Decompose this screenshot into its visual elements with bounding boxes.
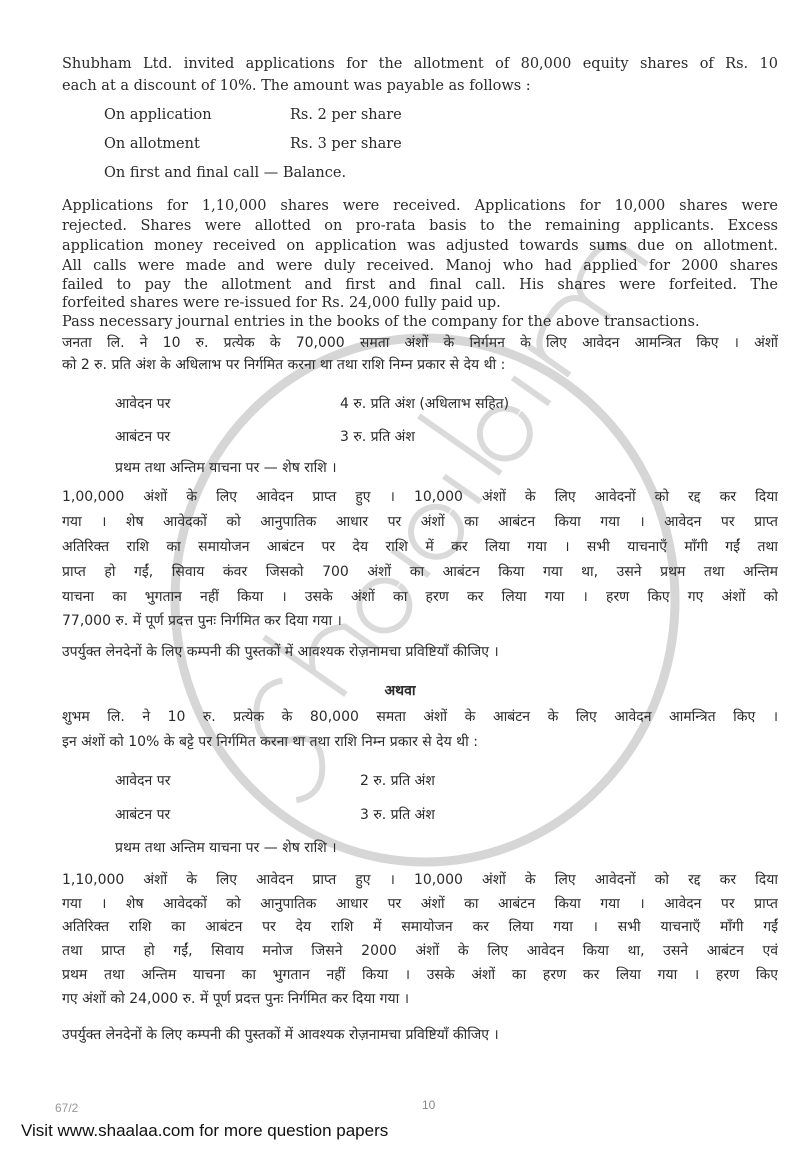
schedule-label: On allotment bbox=[104, 136, 200, 152]
footer-link-text[interactable]: Visit www.shaalaa.com for more question papers bbox=[21, 1121, 389, 1140]
page-number: 10 bbox=[422, 1098, 436, 1112]
body-line: तथा प्राप्त हो गईं, सिवाय मनोज जिसने 2000 अंशों के लिए आवेदन किया था, उसने आबंटन एवं bbox=[62, 943, 778, 959]
schedule-label: आबंटन पर bbox=[115, 807, 171, 823]
intro-line: को 2 रु. प्रति अंश के अधिलाभ पर निर्गमित करना था तथा राशि निम्न प्रकार से देय थी : bbox=[62, 357, 506, 373]
body-line: rejected. Shares were allotted on pro-rata basis to the remaining applicants. Excess bbox=[62, 218, 778, 234]
body-line: याचना का भुगतान नहीं किया । उसके अंशों का हरण कर लिया गया । हरण किए गए अंशों को bbox=[62, 589, 778, 605]
body-line: अतिरिक्त राशि का आबंटन पर देय राशि में समायोजन कर लिया गया । सभी याचनाएँ माँगी गईं bbox=[62, 919, 778, 935]
schedule-label: आवेदन पर bbox=[115, 773, 171, 789]
body-line: गया । शेष आवेदकों को आनुपातिक आधार पर अंशों का आबंटन किया गया । आवेदन पर प्राप्त bbox=[62, 896, 778, 912]
schedule-label: आवेदन पर bbox=[115, 396, 171, 412]
schedule-value: Rs. 3 per share bbox=[290, 136, 402, 152]
or-heading: अथवा bbox=[384, 683, 416, 699]
body-line: forfeited shares were re-issued for Rs. 24,000 fully paid up. bbox=[62, 295, 501, 311]
schedule-label: आबंटन पर bbox=[115, 429, 171, 445]
schedule-label: प्रथम तथा अन्तिम याचना पर — शेष राशि । bbox=[115, 460, 337, 476]
instruction-line: Pass necessary journal entries in the books of the company for the above transactions. bbox=[62, 314, 700, 330]
body-line: application money received on application was adjusted towards sums due on allotment. bbox=[62, 238, 778, 254]
body-line: गए अंशों को 24,000 रु. में पूर्ण प्रदत्त पुनः निर्गमित कर दिया गया । bbox=[62, 991, 410, 1007]
schedule-label: प्रथम तथा अन्तिम याचना पर — शेष राशि । bbox=[115, 840, 337, 856]
schedule-value: 2 रु. प्रति अंश bbox=[360, 773, 435, 789]
body-line: 1,00,000 अंशों के लिए आवेदन प्राप्त हुए । 10,000 अंशों के लिए आवेदनों को रद्द कर दिया bbox=[62, 489, 778, 505]
instruction-line: उपर्युक्त लेनदेनों के लिए कम्पनी की पुस्तकों में आवश्यक रोज़नामचा प्रविष्टियाँ कीजिए । bbox=[62, 644, 499, 660]
intro-line: each at a discount of 10%. The amount was payable as follows : bbox=[62, 78, 531, 94]
schedule-value: 4 रु. प्रति अंश (अधिलाभ सहित) bbox=[340, 396, 510, 412]
intro-line: जनता लि. ने 10 रु. प्रत्येक के 70,000 समता अंशों के निर्गमन के लिए आवेदन आमन्त्रित किए । अंशों bbox=[62, 335, 778, 351]
instruction-line: उपर्युक्त लेनदेनों के लिए कम्पनी की पुस्तकों में आवश्यक रोज़नामचा प्रविष्टियाँ कीजिए । bbox=[62, 1027, 499, 1043]
body-line: अतिरिक्त राशि का समायोजन आबंटन पर देय राशि में कर लिया गया । सभी याचनाएँ माँगी गईं तथा bbox=[62, 539, 778, 555]
schedule-value: 3 रु. प्रति अंश bbox=[340, 429, 415, 445]
body-line: 77,000 रु. में पूर्ण प्रदत्त पुनः निर्गमित कर दिया गया । bbox=[62, 613, 342, 629]
body-line: All calls were made and were duly received. Manoj who had applied for 2000 shares bbox=[62, 258, 778, 274]
intro-line: शुभम लि. ने 10 रु. प्रत्येक के 80,000 समता अंशों के आबंटन के लिए आवेदन आमन्त्रित किए । bbox=[62, 709, 778, 725]
intro-line: Shubham Ltd. invited applications for the allotment of 80,000 equity shares of Rs. 10 bbox=[62, 56, 778, 72]
schedule-label: On first and final call — Balance. bbox=[104, 165, 347, 181]
intro-line: इन अंशों को 10% के बट्टे पर निर्गमित करना था तथा राशि निम्न प्रकार से देय थी : bbox=[62, 734, 478, 750]
schedule-value: 3 रु. प्रति अंश bbox=[360, 807, 435, 823]
body-line: प्रथम तथा अन्तिम याचना का भुगतान नहीं किया । उसके अंशों का हरण कर लिया गया । हरण किए bbox=[62, 967, 778, 983]
paper-code: 67/2 bbox=[55, 1101, 79, 1115]
schedule-label: On application bbox=[104, 107, 212, 123]
body-line: गया । शेष आवेदकों को आनुपातिक आधार पर अंशों का आबंटन किया गया । आवेदन पर प्राप्त bbox=[62, 514, 778, 530]
body-line: Applications for 1,10,000 shares were received. Applications for 10,000 shares were bbox=[62, 198, 778, 214]
schedule-value: Rs. 2 per share bbox=[290, 107, 402, 123]
body-line: failed to pay the allotment and first and final call. His shares were forfeited. The bbox=[62, 277, 778, 293]
body-line: 1,10,000 अंशों के लिए आवेदन प्राप्त हुए । 10,000 अंशों के लिए आवेदनों को रद्द कर दिया bbox=[62, 872, 778, 888]
body-line: प्राप्त हो गईं, सिवाय कंवर जिसको 700 अंशों का आबंटन किया गया था, उसने प्रथम तथा अन्तिम bbox=[62, 564, 778, 580]
